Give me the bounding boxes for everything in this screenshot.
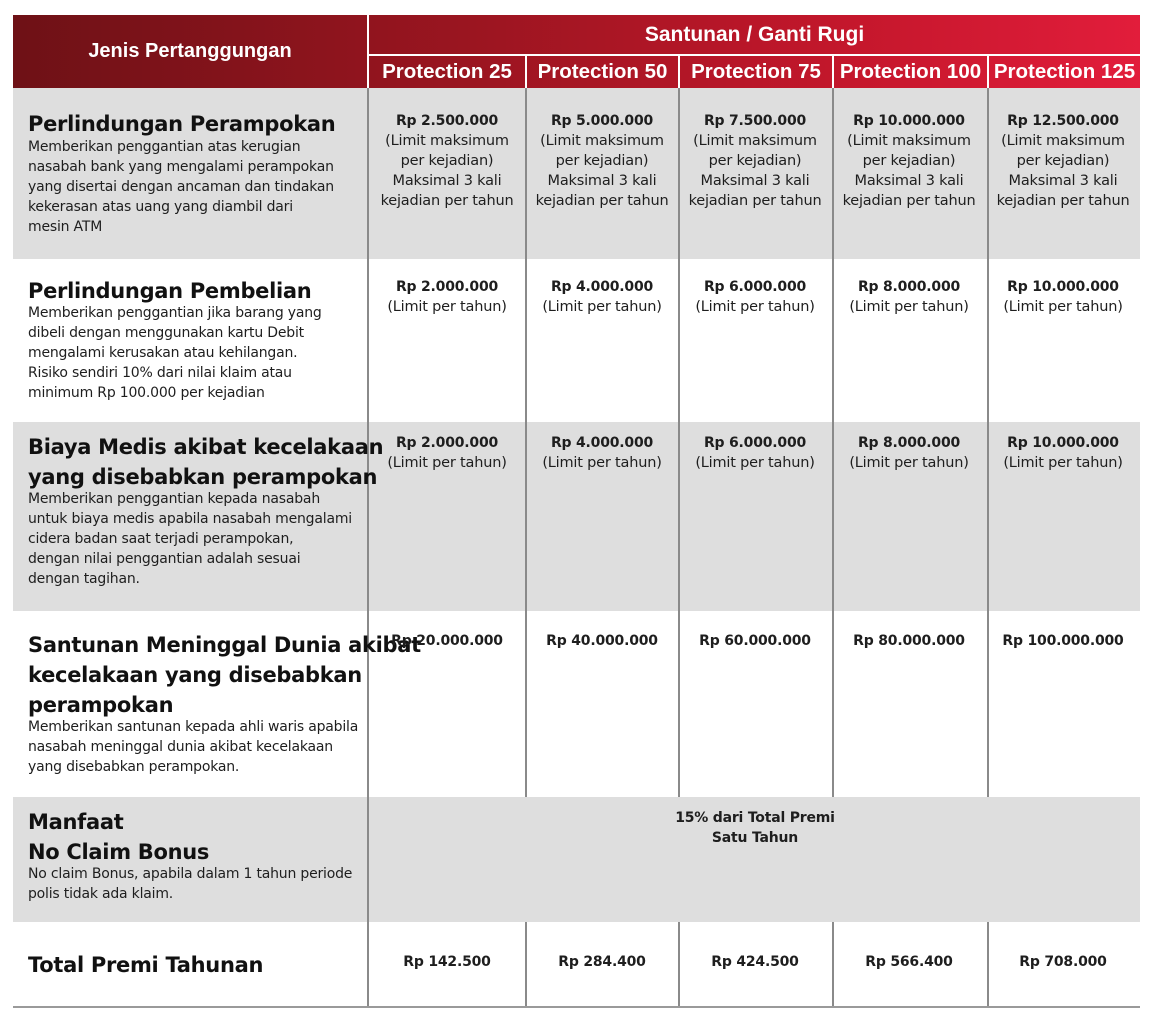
- benefit-cell: [370, 277, 524, 317]
- benefit-amount: Rp 8.000.000: [857, 279, 961, 295]
- premium-amount: Rp 284.400: [558, 954, 646, 970]
- benefit-cell: [525, 277, 679, 317]
- benefit-note: (Limit maksimum per kejadian) Maksimal 3 kali kejadian per tahun: [996, 133, 1130, 209]
- premium-cell: [986, 952, 1140, 972]
- column-divider: [367, 88, 369, 1006]
- row-title: Total Premi Tahunan: [28, 953, 264, 977]
- premium-cell: [370, 952, 524, 972]
- row-title: Perlindungan Pembelian: [28, 279, 312, 303]
- benefit-note: (Limit per tahun): [695, 299, 815, 315]
- premium-amount: Rp 708.000: [1019, 954, 1107, 970]
- benefit-note: (Limit per tahun): [1003, 455, 1123, 471]
- benefit-amount: Rp 8.000.000: [857, 435, 961, 451]
- plan-header-protection-25: Protection 25: [382, 60, 512, 83]
- benefit-cell: [525, 631, 679, 651]
- row-title: Manfaat No Claim Bonus: [28, 810, 210, 864]
- row-title: Santunan Meninggal Dunia akibat kecelakaan yang disebabkan perampokan: [28, 633, 421, 717]
- premium-cell: [832, 952, 986, 972]
- benefit-amount: Rp 2.500.000: [395, 113, 499, 129]
- plan-header-protection-125: Protection 125: [993, 60, 1136, 83]
- benefit-amount: Rp 10.000.000: [1007, 435, 1119, 451]
- benefit-amount: Rp 20.000.000: [391, 633, 503, 649]
- benefit-cell: [986, 631, 1140, 651]
- benefit-amount: Rp 100.000.000: [1002, 633, 1124, 649]
- benefit-cell: [370, 631, 524, 651]
- benefit-cell: [986, 111, 1140, 211]
- benefit-note: (Limit per tahun): [542, 455, 662, 471]
- plan-header-protection-50: Protection 50: [537, 60, 668, 83]
- benefit-amount: Rp 4.000.000: [550, 279, 654, 295]
- row-title: Perlindungan Perampokan: [28, 112, 336, 136]
- benefit-cell: [986, 277, 1140, 317]
- benefit-note: (Limit per tahun): [849, 455, 969, 471]
- benefit-cell: [678, 277, 832, 317]
- benefit-note: (Limit per tahun): [387, 299, 507, 315]
- column-header-santunan: Santunan / Ganti Rugi: [644, 23, 865, 46]
- benefit-cell: [986, 433, 1140, 473]
- benefit-cell: [525, 111, 679, 211]
- benefit-cell: [678, 631, 832, 651]
- benefit-cell: [678, 111, 832, 211]
- benefit-note: (Limit per tahun): [387, 455, 507, 471]
- row-description: No claim Bonus, apabila dalam 1 tahun periode polis tidak ada klaim.: [28, 866, 353, 902]
- row-description: Memberikan penggantian atas kerugian nasabah bank yang mengalami perampokan yang disertai dengan ancaman dan tindakan kekerasan atas uang yang diambil dari mesin ATM: [28, 139, 334, 235]
- benefit-amount: Rp 80.000.000: [853, 633, 965, 649]
- benefit-note: (Limit per tahun): [695, 455, 815, 471]
- premium-amount: Rp 142.500: [403, 954, 491, 970]
- benefit-amount: Rp 10.000.000: [1007, 279, 1119, 295]
- benefit-amount: Rp 7.500.000: [703, 113, 807, 129]
- benefit-cell: [832, 631, 986, 651]
- benefit-cell: [370, 111, 524, 211]
- benefit-note: (Limit maksimum per kejadian) Maksimal 3 kali kejadian per tahun: [688, 133, 822, 209]
- benefit-note: (Limit per tahun): [849, 299, 969, 315]
- table-bottom-border: [13, 1006, 1140, 1008]
- benefit-note: (Limit maksimum per kejadian) Maksimal 3 kali kejadian per tahun: [842, 133, 976, 209]
- benefit-amount: Rp 6.000.000: [703, 279, 807, 295]
- premium-cell: [525, 952, 679, 972]
- benefit-amount: Rp 4.000.000: [550, 435, 654, 451]
- benefit-note: (Limit per tahun): [542, 299, 662, 315]
- benefit-amount: Rp 5.000.000: [550, 113, 654, 129]
- benefit-cell: [678, 433, 832, 473]
- benefit-amount: Rp 6.000.000: [703, 435, 807, 451]
- benefit-amount: Rp 12.500.000: [1007, 113, 1119, 129]
- column-header-jenis: Jenis Pertanggungan: [88, 40, 292, 62]
- benefit-amount: Rp 2.000.000: [395, 435, 499, 451]
- benefit-amount: Rp 10.000.000: [853, 113, 965, 129]
- premium-cell: [678, 952, 832, 972]
- benefit-note: (Limit per tahun): [1003, 299, 1123, 315]
- row-description: Memberikan santunan kepada ahli waris apabila nasabah meninggal dunia akibat kecelakaan yang disebabkan perampokan.: [28, 719, 359, 775]
- benefit-cell: [832, 277, 986, 317]
- benefit-cell: [370, 433, 524, 473]
- plan-header-protection-75: Protection 75: [691, 60, 821, 83]
- plan-header-protection-100: Protection 100: [839, 60, 982, 83]
- benefit-amount: Rp 2.000.000: [395, 279, 499, 295]
- no-claim-bonus-value: 15% dari Total Premi Satu Tahun: [675, 810, 835, 846]
- benefit-cell: [525, 433, 679, 473]
- row-title: Biaya Medis akibat kecelakaan yang disebabkan perampokan: [28, 435, 384, 489]
- premium-amount: Rp 566.400: [865, 954, 953, 970]
- benefit-note: (Limit maksimum per kejadian) Maksimal 3 kali kejadian per tahun: [535, 133, 669, 209]
- row-description: Memberikan penggantian jika barang yang dibeli dengan menggunakan kartu Debit mengalami kerusakan atau kehilangan. Risiko sendiri 10% dari nilai klaim atau minimum Rp 100.000 per kejadian: [28, 305, 322, 401]
- benefit-cell: [832, 111, 986, 211]
- benefit-cell: [832, 433, 986, 473]
- benefit-amount: Rp 60.000.000: [699, 633, 811, 649]
- row-description: Memberikan penggantian kepada nasabah untuk biaya medis apabila nasabah mengalami cidera badan saat terjadi perampokan, dengan nilai penggantian adalah sesuai dengan tagihan.: [28, 491, 352, 587]
- premium-amount: Rp 424.500: [711, 954, 799, 970]
- benefit-amount: Rp 40.000.000: [546, 633, 658, 649]
- benefit-note: (Limit maksimum per kejadian) Maksimal 3 kali kejadian per tahun: [380, 133, 514, 209]
